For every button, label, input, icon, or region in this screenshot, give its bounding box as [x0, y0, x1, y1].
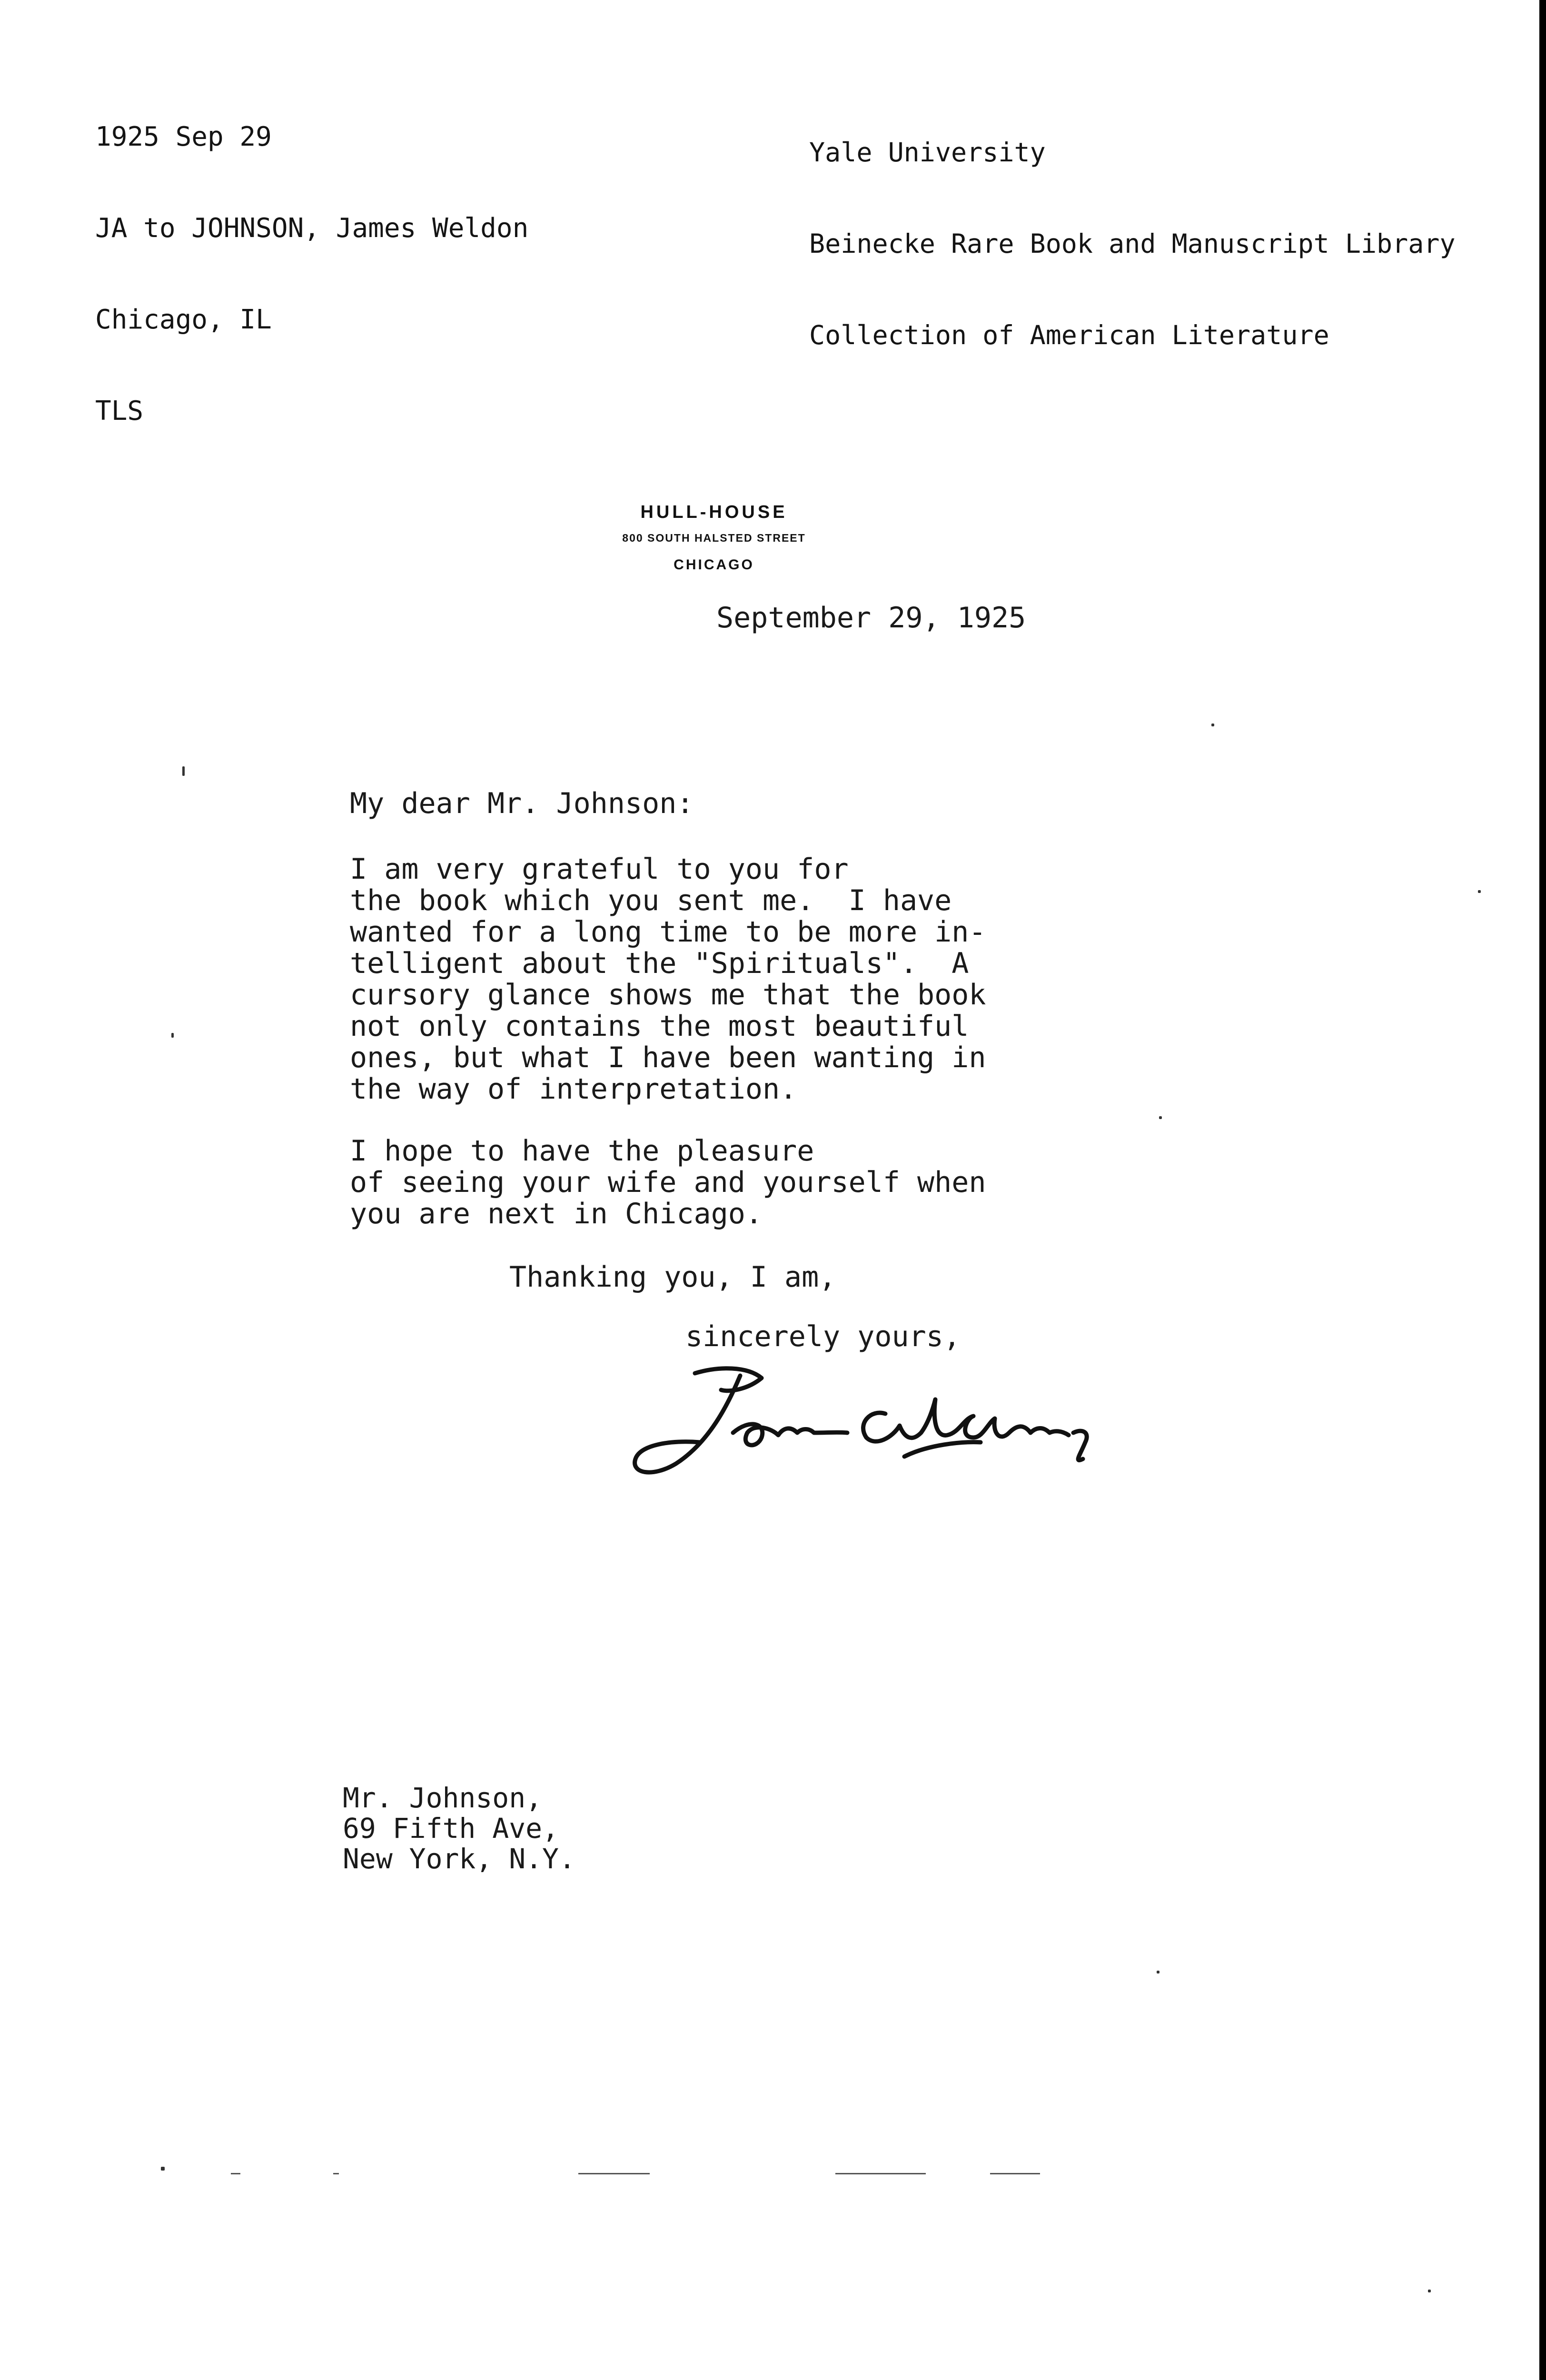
handwritten-signature	[619, 1361, 1209, 1485]
letterhead-street: 800 SOUTH HALSTED STREET	[622, 532, 806, 544]
catalog-correspondents: JA to JOHNSON, James Weldon	[95, 213, 529, 244]
scan-speck	[1157, 1971, 1160, 1973]
catalog-date: 1925 Sep 29	[95, 121, 272, 152]
scan-artifact	[578, 2173, 650, 2174]
letter-salutation: My dear Mr. Johnson:	[350, 787, 694, 820]
letter-paragraph-1: I am very grateful to you for the book which you sent me. I have wanted for a long time to be more in- telligent about the "Spirituals". A cursory glance shows me that the book not only contains the most beautiful ones, but what I have been wanting in the way of interpretation.	[350, 853, 986, 1106]
letterhead-city: CHICAGO	[674, 557, 754, 573]
scan-speck	[171, 1033, 174, 1038]
repository-library: Beinecke Rare Book and Manuscript Library	[809, 228, 1456, 259]
letter-paragraph-2: I hope to have the pleasure of seeing your wife and yourself when you are next in Chicago.	[350, 1134, 986, 1230]
repository-institution: Yale University	[809, 137, 1046, 168]
scan-speck	[1211, 724, 1214, 726]
letter-date: September 29, 1925	[716, 601, 1026, 635]
letter-closing: Thanking you, I am,	[509, 1260, 836, 1294]
scan-artifact	[990, 2173, 1040, 2174]
scan-speck	[161, 2167, 165, 2171]
repository-collection: Collection of American Literature	[809, 320, 1329, 350]
scan-speck	[1159, 1116, 1162, 1119]
scan-artifact	[835, 2173, 926, 2174]
catalog-info	[95, 61, 528, 487]
scan-speck	[182, 766, 185, 776]
catalog-place: Chicago, IL	[95, 304, 272, 335]
repository-info	[809, 76, 1456, 411]
scan-artifact	[231, 2173, 240, 2174]
recipient-address: Mr. Johnson, 69 Fifth Ave, New York, N.Y.	[343, 1782, 575, 1875]
scan-speck	[1478, 890, 1481, 893]
letter-valediction: sincerely yours,	[685, 1320, 961, 1353]
scan-artifact	[333, 2173, 339, 2174]
catalog-format: TLS	[95, 396, 144, 426]
scan-speck	[1428, 2290, 1431, 2292]
letterhead-name: HULL-HOUSE	[640, 502, 788, 522]
